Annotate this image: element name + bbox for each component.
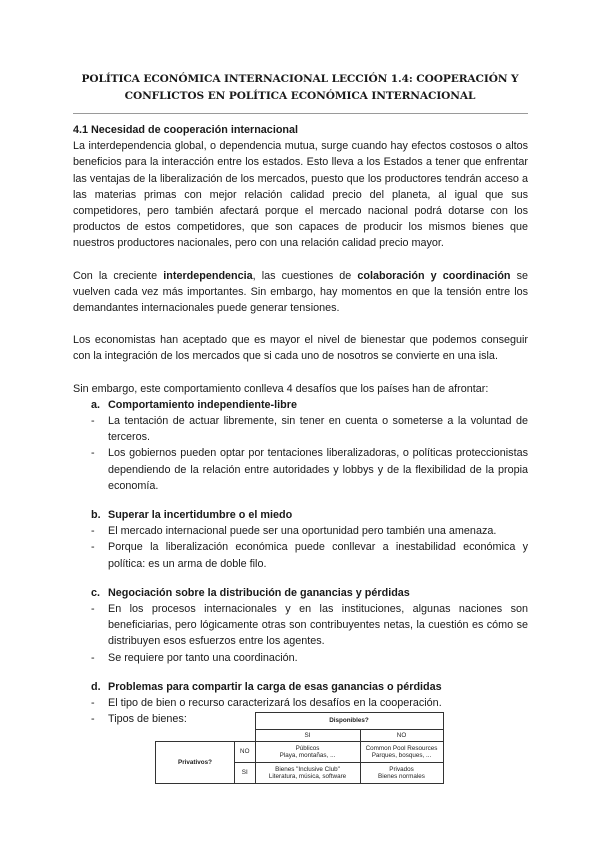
goods-table [155,712,444,784]
title-line-2: CONFLICTOS EN POLÍTICA ECONÓMICA INTERNACIONAL [124,90,476,102]
challenge-c-title: c. Negociación sobre la distribución de ganancias y pérdidas [91,586,410,599]
challenge-a-title: a. Comportamiento independiente-libre [91,398,297,411]
col-header-disponibles: Disponibles? [255,713,443,730]
paragraph-2: Con la creciente interdependencia, las cuestiones de colaboración y coordinación se vuelven cada vez más importantes. Sin embargo, hay momentos en que la tensión entre los demandantes internacionales puede generar tensiones. [73,269,528,315]
list-item: - Porque la liberalización económica puede conllevar a inestabilidad económica y política: es un arma de doble filo. [91,541,528,570]
term-interdependencia: interdependencia [163,269,253,282]
list-item: - Se requiere por tanto una coordinación. [91,651,298,664]
challenge-d-title: d. Problemas para compartir la carga de esas ganancias o pérdidas [91,680,442,693]
title-line-1: POLÍTICA ECONÓMICA INTERNACIONAL LECCIÓN 1.4: COOPERACIÓN Y [81,73,519,85]
row-no: NO [234,742,255,763]
col-si: SI [255,730,360,742]
list-item: - La tentación de actuar libremente, sin tener en cuenta o someterse a la voluntad de terceros. [91,415,528,444]
cell-club: Bienes "Inclusive Club" Literatura, música, software [255,763,360,784]
paragraph-3: Los economistas han aceptado que es mayor el nivel de bienestar que podemos conseguir con la integración de los mercados que si cada uno de nosotros se convierte en una isla. [73,334,528,363]
list-item: - Los gobiernos pueden optar por tentaciones liberalizadoras, o políticas proteccionistas dependiendo de la relación entre autoridades y lobbys y de la flexibilidad de la propia economía. [91,447,528,492]
list-item: - El tipo de bien o recurso caracterizará los desafíos en la cooperación. [91,697,442,710]
row-si: SI [234,763,255,784]
row-header-privativos: Privativos? [156,742,235,784]
list-item: - El mercado internacional puede ser una oportunidad pero también una amenaza. [91,525,497,538]
paragraph-1: La interdependencia global, o dependencia mutua, surge cuando hay efectos costosos o altos beneficios para la interacción entre los estados. Esto lleva a los Estados a tener que enfrentar las ventajas de la liberalización de los mercados, puesto que los productores tendrán acceso a las materias primas con mejor relación calidad precio del planeta, al igual que sus competidores, pero también afectará porque el mercado nacional podrá dotarse con los productos de estos competidores, que son capaces de producir los mismos bienes que nuestros productores nacionales, pero con una relación calidad precio mayor. [73,140,528,250]
col-no: NO [360,730,443,742]
paragraph-4: Sin embargo, este comportamiento conlleva 4 desafíos que los países han de afrontar: [73,382,489,395]
list-item: - En los procesos internacionales y en las instituciones, algunas naciones son beneficiarias, pero lógicamente otras son contribuyentes netas, la cuestión es cómo se distribuyen esos esfuerzos entre los agentes. [91,603,528,648]
list-item: - Tipos de bienes: [91,713,187,726]
section-heading: 4.1 Necesidad de cooperación internacional [73,124,299,136]
cell-privados: Privados Bienes normales [360,763,443,784]
document-title [70,71,530,105]
cell-publicos: Públicos Playa, montañas, ... [255,742,360,763]
challenge-b-title: b. Superar la incertidumbre o el miedo [91,509,293,522]
cell-common-pool: Common Pool Resources Parques, bosques, ... [360,742,443,763]
term-colaboracion: colaboración y coordinación [357,269,511,282]
title-divider [73,113,528,114]
document-body [73,122,528,728]
